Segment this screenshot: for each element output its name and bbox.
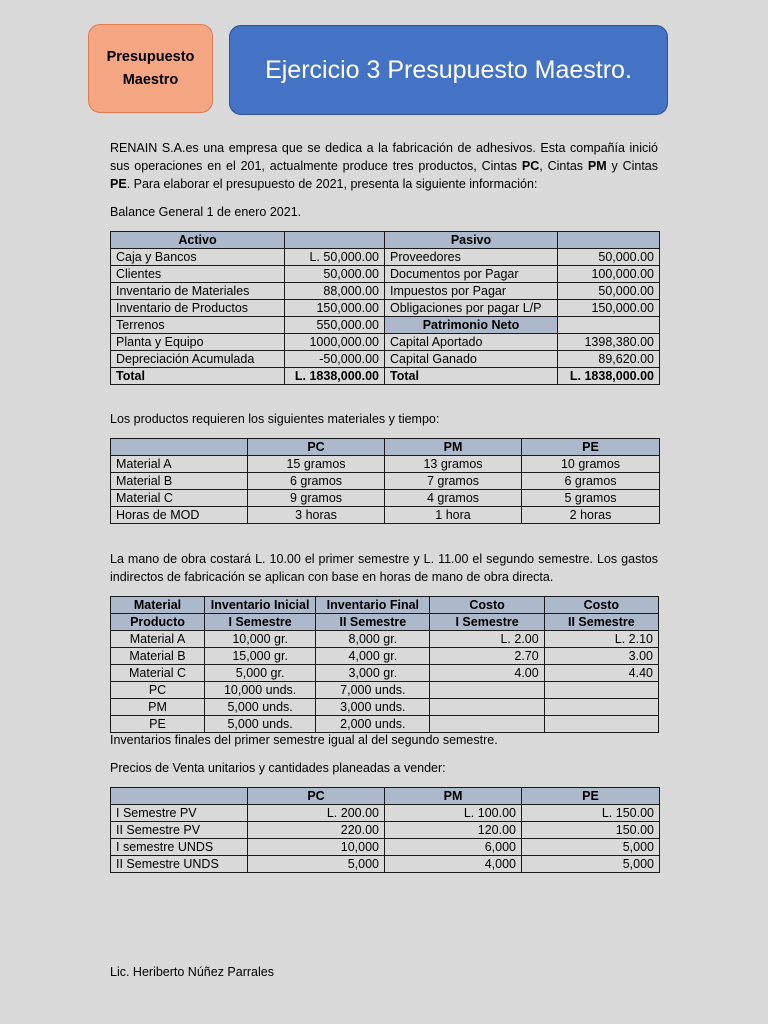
table-cell: Material C [111, 490, 248, 507]
intro-product-pc: PC [521, 159, 540, 173]
table-row [111, 805, 660, 822]
table-header [111, 788, 248, 805]
table-cell: 13 gramos [385, 456, 522, 473]
table-cell: 5,000 gr. [205, 665, 316, 682]
table-cell [430, 716, 544, 733]
table-cell: L. 100.00 [385, 805, 522, 822]
patrimonio-header: Patrimonio Neto [385, 317, 558, 334]
table-cell: 5,000 [522, 839, 660, 856]
intro-product-pe: PE [110, 177, 127, 191]
inventory-note: Inventarios finales del primer semestre igual al del segundo semestre. [110, 733, 498, 747]
table-cell: 15,000 gr. [205, 648, 316, 665]
table-cell: Impuestos por Pagar [385, 283, 558, 300]
table-header: I Semestre [205, 614, 316, 631]
table-cell: 7,000 unds. [316, 682, 430, 699]
total-pasivo: L. 1838,000.00 [558, 368, 660, 385]
table-cell: 4,000 [385, 856, 522, 873]
table-cell: 50,000.00 [558, 249, 660, 266]
materials-intro: Los productos requieren los siguientes materiales y tiempo: [110, 412, 440, 426]
table-header: Costo [430, 597, 544, 614]
table-row [111, 716, 659, 733]
table-cell: II Semestre UNDS [111, 856, 248, 873]
table-header: PE [522, 788, 660, 805]
table-cell: 1 hora [385, 507, 522, 524]
table-cell: 4.00 [430, 665, 544, 682]
table-cell: 2,000 unds. [316, 716, 430, 733]
table-row [111, 665, 659, 682]
table-cell: Horas de MOD [111, 507, 248, 524]
table-cell: Documentos por Pagar [385, 266, 558, 283]
table-row [111, 614, 659, 631]
table-cell: 88,000.00 [285, 283, 385, 300]
table-cell: 550,000.00 [285, 317, 385, 334]
table-row [111, 351, 660, 368]
table-header: I Semestre [430, 614, 544, 631]
table-row [111, 507, 660, 524]
table-header: PM [385, 439, 522, 456]
table-cell: 3.00 [544, 648, 658, 665]
table-cell: 10 gramos [522, 456, 660, 473]
table-row [111, 648, 659, 665]
table-cell: PC [111, 682, 205, 699]
table-cell: 4.40 [544, 665, 658, 682]
table-row [111, 699, 659, 716]
table-row [111, 232, 660, 249]
table-cell: 100,000.00 [558, 266, 660, 283]
table-header: Material [111, 597, 205, 614]
table-cell: 5,000 [522, 856, 660, 873]
prices-intro: Precios de Venta unitarios y cantidades planeadas a vender: [110, 761, 446, 775]
table-cell: Obligaciones por pagar L/P [385, 300, 558, 317]
table-cell: Terrenos [111, 317, 285, 334]
intro-text-a: RENAIN S.A.es una empresa que se dedica a la fabricación de adhesivos. Esta compañía inició sus operaciones en el 201, actualmente produce tres productos, Cintas [110, 141, 658, 173]
author-footer: Lic. Heriberto Núñez Parrales [110, 965, 274, 979]
inventory-table [110, 596, 659, 733]
table-header: Inventario Final [316, 597, 430, 614]
section-badge [88, 24, 213, 113]
table-row [111, 249, 660, 266]
balance-table [110, 231, 660, 385]
table-row [111, 597, 659, 614]
table-cell: 2.70 [430, 648, 544, 665]
table-header: Producto [111, 614, 205, 631]
table-cell: 150,000.00 [558, 300, 660, 317]
table-cell: 1000,000.00 [285, 334, 385, 351]
table-header: II Semestre [316, 614, 430, 631]
table-cell: L. 2.10 [544, 631, 658, 648]
table-cell: 220.00 [248, 822, 385, 839]
table-cell [544, 716, 658, 733]
intro-product-pm: PM [587, 159, 607, 173]
table-cell: PM [111, 699, 205, 716]
table-cell [430, 682, 544, 699]
table-cell: 8,000 gr. [316, 631, 430, 648]
table-cell: 6 gramos [248, 473, 385, 490]
table-cell: Material A [111, 631, 205, 648]
table-header [111, 439, 248, 456]
table-cell: Inventario de Materiales [111, 283, 285, 300]
table-cell: 3,000 gr. [316, 665, 430, 682]
table-cell: PE [111, 716, 205, 733]
table-cell: 5,000 unds. [205, 699, 316, 716]
table-cell: Clientes [111, 266, 285, 283]
page-title-banner [229, 25, 668, 115]
table-cell: 150.00 [522, 822, 660, 839]
table-row [111, 300, 660, 317]
table-cell: Material C [111, 665, 205, 682]
table-cell [544, 699, 658, 716]
table-cell: L. 150.00 [522, 805, 660, 822]
table-header: Costo [544, 597, 658, 614]
intro-paragraph [110, 139, 658, 193]
total-label: Total [385, 368, 558, 385]
table-header: PC [248, 788, 385, 805]
table-cell: 5,000 [248, 856, 385, 873]
table-cell: 1398,380.00 [558, 334, 660, 351]
table-header: Inventario Inicial [205, 597, 316, 614]
table-header: PM [385, 788, 522, 805]
balance-title: Balance General 1 de enero 2021. [110, 205, 302, 219]
table-row [111, 283, 660, 300]
activo-header: Activo [111, 232, 285, 249]
prices-table [110, 787, 660, 873]
table-cell: 3 horas [248, 507, 385, 524]
table-header: PE [522, 439, 660, 456]
table-row [111, 334, 660, 351]
table-header: II Semestre [544, 614, 658, 631]
table-row [111, 439, 660, 456]
table-cell: Depreciación Acumulada [111, 351, 285, 368]
table-row [111, 456, 660, 473]
total-activo: L. 1838,000.00 [285, 368, 385, 385]
table-cell: Proveedores [385, 249, 558, 266]
table-cell: 15 gramos [248, 456, 385, 473]
table-header: PC [248, 439, 385, 456]
labor-paragraph: La mano de obra costará L. 10.00 el primer semestre y L. 11.00 el segundo semestre. Los gastos indirectos de fabricación se aplican con base en horas de mano de obra directa. [110, 552, 658, 584]
pasivo-header: Pasivo [385, 232, 558, 249]
intro-text-c: y Cintas [606, 159, 658, 173]
table-row [111, 266, 660, 283]
table-cell: 10,000 unds. [205, 682, 316, 699]
table-row [111, 490, 660, 507]
table-cell: -50,000.00 [285, 351, 385, 368]
table-row [111, 788, 660, 805]
table-cell: Material A [111, 456, 248, 473]
badge-line-1: Presupuesto [106, 48, 195, 65]
table-cell [544, 682, 658, 699]
table-cell [430, 699, 544, 716]
empty-header-cell [558, 232, 660, 249]
table-cell: 7 gramos [385, 473, 522, 490]
table-row [111, 631, 659, 648]
table-cell: 6,000 [385, 839, 522, 856]
table-cell: 4,000 gr. [316, 648, 430, 665]
table-cell: Inventario de Productos [111, 300, 285, 317]
table-cell: 6 gramos [522, 473, 660, 490]
table-cell: 10,000 [248, 839, 385, 856]
table-cell: L. 50,000.00 [285, 249, 385, 266]
table-row [111, 839, 660, 856]
table-cell [558, 317, 660, 334]
table-row [111, 473, 660, 490]
table-cell: Planta y Equipo [111, 334, 285, 351]
table-cell: Material B [111, 648, 205, 665]
table-cell: L. 200.00 [248, 805, 385, 822]
table-row [111, 317, 660, 334]
table-cell: 89,620.00 [558, 351, 660, 368]
table-cell: 2 horas [522, 507, 660, 524]
intro-text-b: , Cintas [539, 159, 588, 173]
table-cell: I semestre UNDS [111, 839, 248, 856]
materials-table [110, 438, 660, 524]
table-cell: 50,000.00 [285, 266, 385, 283]
table-row [111, 682, 659, 699]
empty-header-cell [285, 232, 385, 249]
table-row-total [111, 368, 660, 385]
table-cell: Caja y Bancos [111, 249, 285, 266]
table-cell: Capital Aportado [385, 334, 558, 351]
table-cell: 5,000 unds. [205, 716, 316, 733]
table-cell: 3,000 unds. [316, 699, 430, 716]
table-cell: 120.00 [385, 822, 522, 839]
badge-line-2: Maestro [122, 71, 179, 88]
table-row [111, 856, 660, 873]
table-cell: 10,000 gr. [205, 631, 316, 648]
table-cell: L. 2.00 [430, 631, 544, 648]
table-cell: 4 gramos [385, 490, 522, 507]
total-label: Total [111, 368, 285, 385]
intro-text-d: . Para elaborar el presupuesto de 2021, presenta la siguiente información: [126, 177, 538, 191]
table-row [111, 822, 660, 839]
table-cell: 5 gramos [522, 490, 660, 507]
table-cell: Capital Ganado [385, 351, 558, 368]
table-cell: 50,000.00 [558, 283, 660, 300]
table-cell: Material B [111, 473, 248, 490]
table-cell: 9 gramos [248, 490, 385, 507]
table-cell: II Semestre PV [111, 822, 248, 839]
table-cell: I Semestre PV [111, 805, 248, 822]
table-cell: 150,000.00 [285, 300, 385, 317]
page-title: Ejercicio 3 Presupuesto Maestro. [265, 55, 632, 84]
